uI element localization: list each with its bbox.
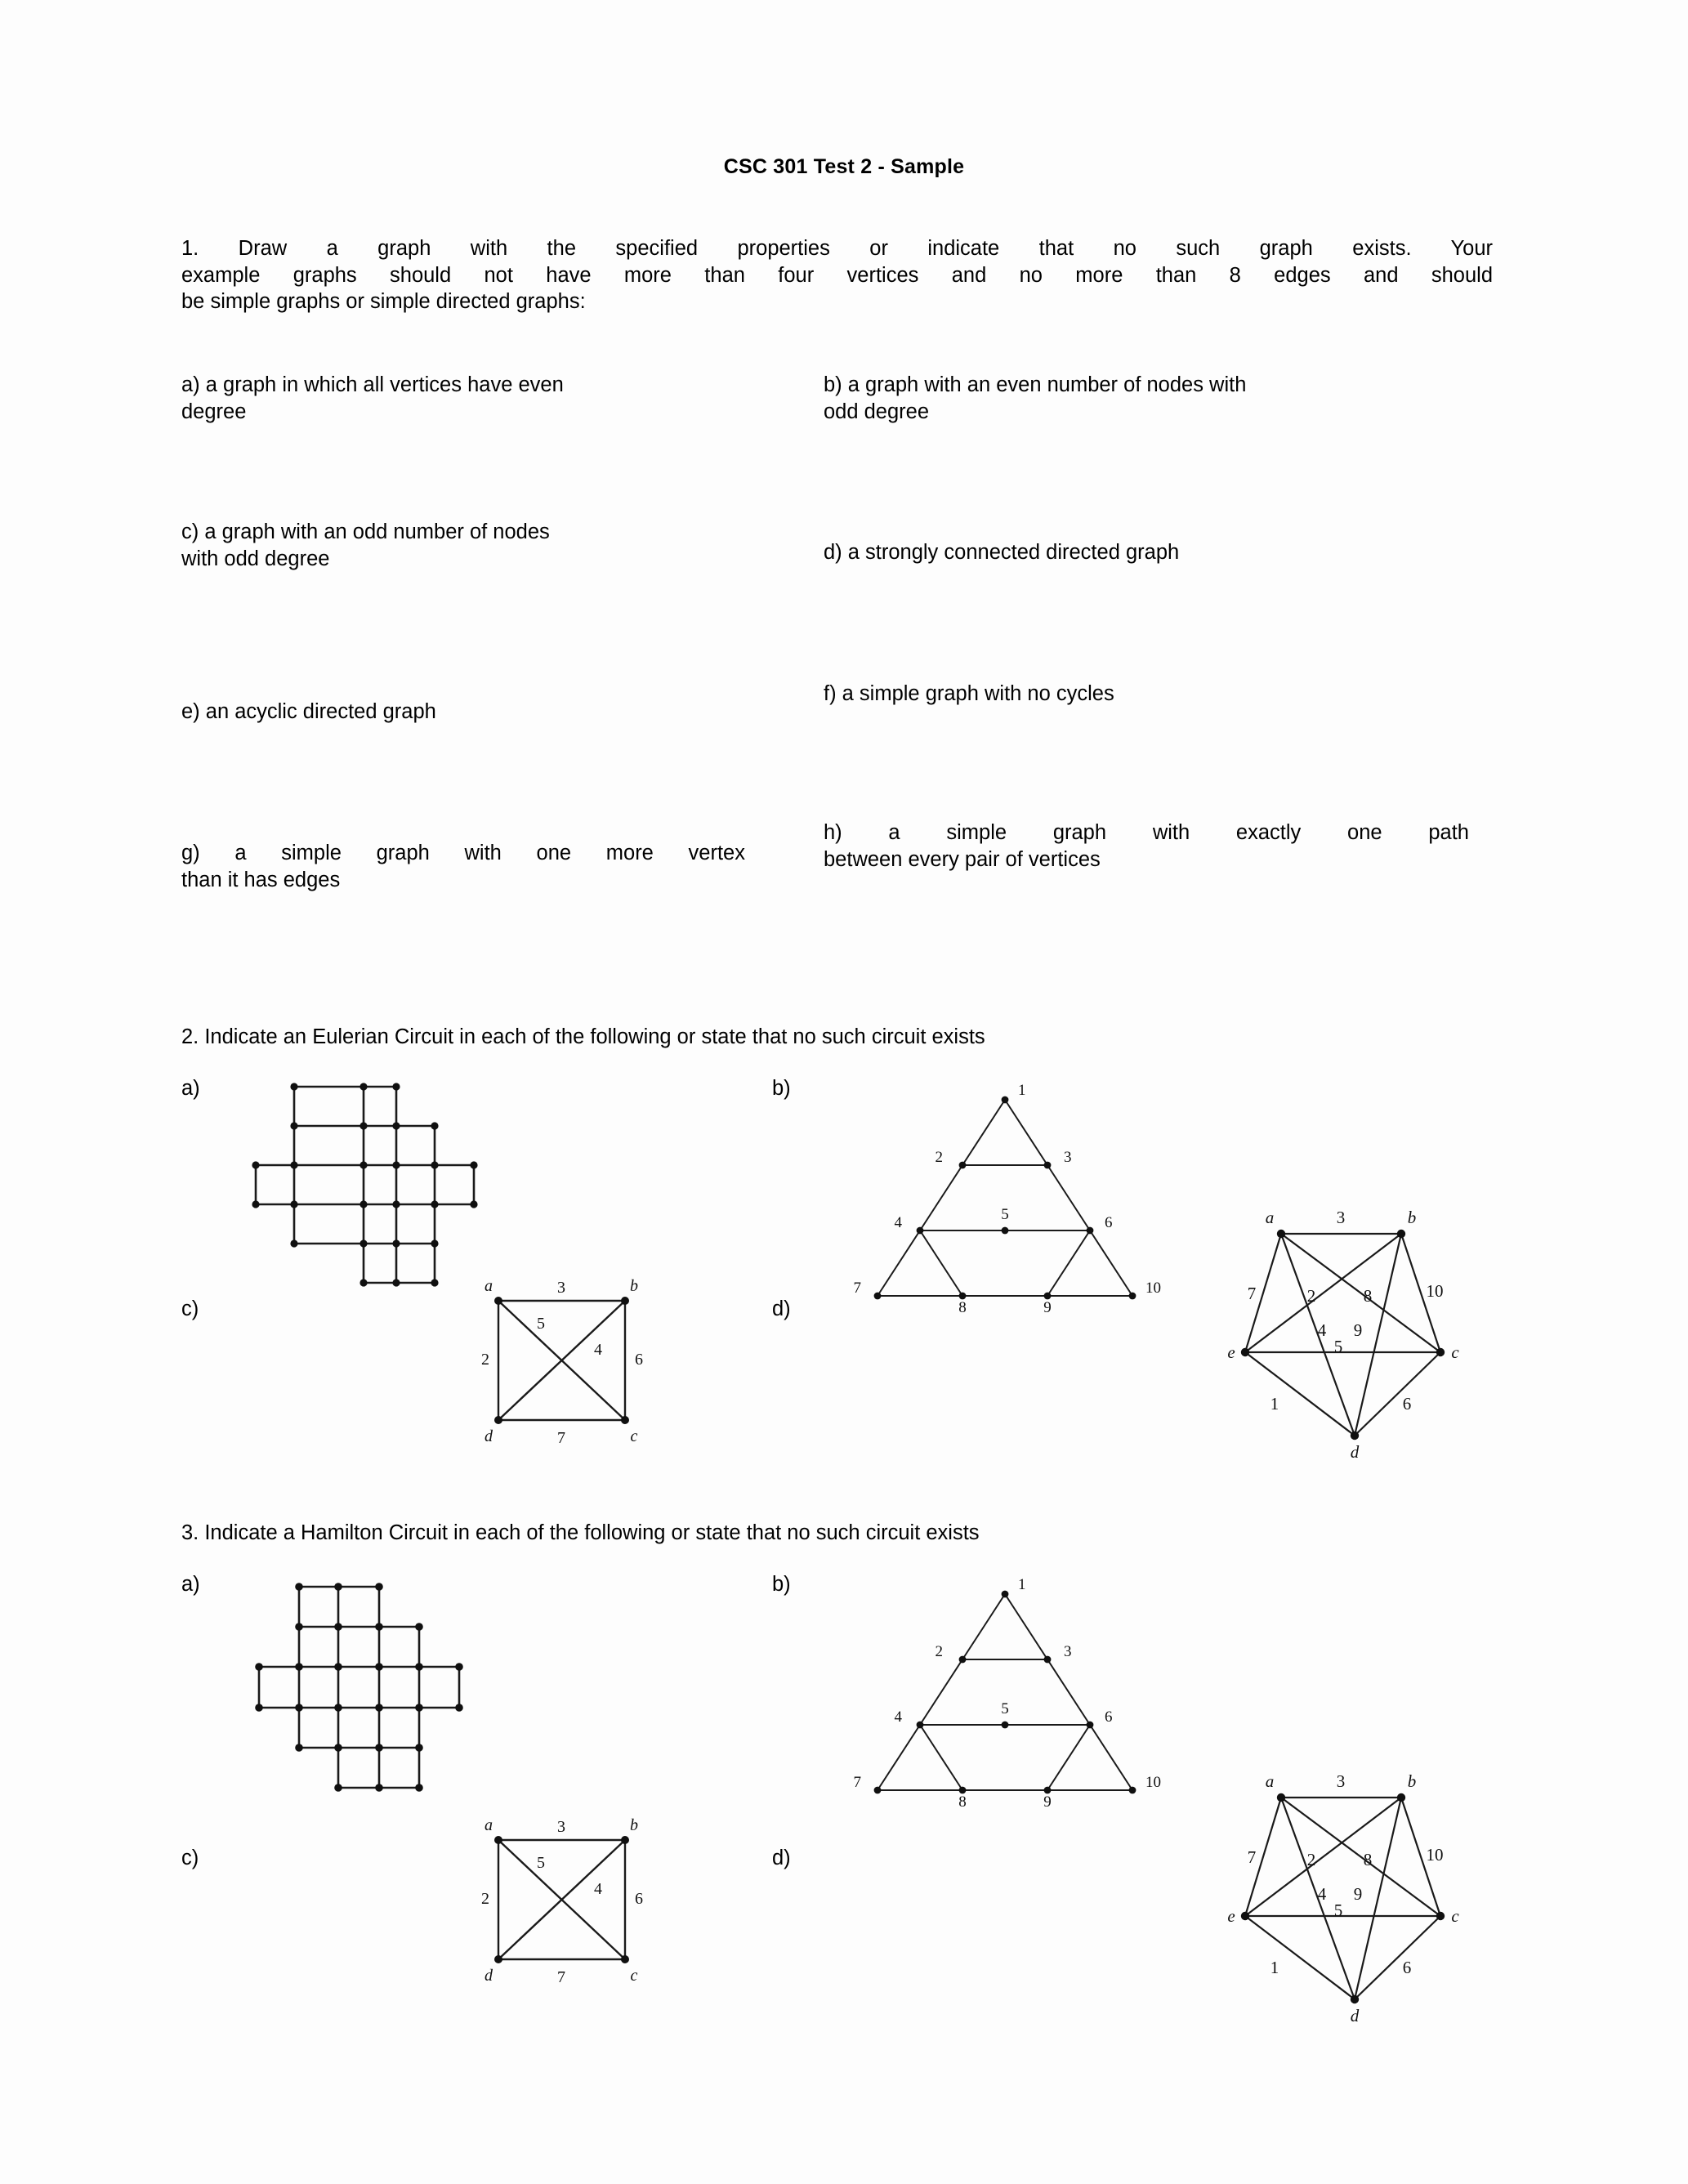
k5-edge-label-de: 1 <box>1270 1394 1279 1414</box>
question2-marker-b: b) <box>772 1077 791 1100</box>
lattice-svg-q3a <box>245 1561 507 1814</box>
k5-edge-label-cd: 6 <box>1402 1394 1412 1414</box>
question3-figure-a-lattice <box>245 1561 507 1814</box>
question1-item-c-line1: c) a graph with an odd number of nodes <box>181 520 550 543</box>
lattice-vertices <box>255 1583 463 1792</box>
k4-edges <box>498 1301 625 1420</box>
question3-figure-d-k5 <box>1226 1769 1462 2030</box>
k4-label-a: a <box>485 1816 493 1834</box>
triangle-label-7: 7 <box>853 1280 861 1297</box>
k5-edge-label-ac: 2 <box>1306 1850 1316 1869</box>
question1-item-a-line1: a) a graph in which all vertices have even <box>181 373 564 396</box>
k5-svg-q2d <box>1226 1205 1462 1467</box>
question1-item-a <box>181 372 704 426</box>
question2-marker-c: c) <box>181 1297 199 1320</box>
question1-item-c-line2: with odd degree <box>181 547 330 571</box>
k5-edge-label-bd: 9 <box>1353 1884 1363 1904</box>
k5-edge-label-ea: 7 <box>1247 1284 1257 1303</box>
k4-edge-label-bd: 4 <box>594 1341 602 1359</box>
k5-edge-label-ab: 3 <box>1336 1208 1346 1227</box>
k5-label-c: c <box>1451 1906 1459 1926</box>
k4-edge-label-ac: 5 <box>537 1315 545 1333</box>
question1-item-e-line1: e) an acyclic directed graph <box>181 700 436 723</box>
k5-edge-label-ad: 4 <box>1317 1320 1327 1340</box>
k5-edge-label-ac: 2 <box>1306 1286 1316 1306</box>
question1-intro-line3: be simple graphs or simple directed graphs: <box>181 290 586 314</box>
triangle-vertex-labels <box>854 1576 1162 1811</box>
k4-edges <box>498 1840 625 1959</box>
k5-edge-label-ab: 3 <box>1336 1771 1346 1791</box>
k5-edge-label-bd: 9 <box>1353 1320 1363 1340</box>
k5-edge-label-bc: 10 <box>1426 1845 1444 1865</box>
question2-figure-c-k4 <box>474 1277 662 1447</box>
k5-edge-label-ad: 4 <box>1317 1884 1327 1904</box>
question2-heading: 2. Indicate an Eulerian Circuit in each of the following or state that no such circuit exists <box>181 1025 985 1048</box>
triangle-label-3: 3 <box>1064 1643 1072 1660</box>
k5-edge-label-ec: 5 <box>1333 1900 1343 1920</box>
k4-edge-label-ab: 3 <box>557 1279 565 1297</box>
question3-figure-b-triangle <box>842 1556 1168 1811</box>
k5-edge-labels <box>1248 1208 1444 1414</box>
triangle-svg-q3b <box>842 1556 1168 1811</box>
k5-label-b: b <box>1407 1771 1417 1791</box>
question1-intro-line1: 1. Draw a graph with the specified properties or indicate that no such graph exists. Your <box>181 237 1493 260</box>
triangle-label-10: 10 <box>1145 1774 1161 1791</box>
k5-label-d: d <box>1350 2006 1360 2025</box>
triangle-label-2: 2 <box>935 1149 943 1166</box>
triangle-label-3: 3 <box>1064 1149 1072 1166</box>
question1-item-d-line1: d) a strongly connected directed graph <box>824 541 1180 564</box>
k4-label-c: c <box>630 1427 638 1445</box>
k4-edge-label-dc: 7 <box>557 1429 565 1447</box>
k4-edge-label-ab: 3 <box>557 1818 565 1836</box>
triangle-edges <box>877 1100 1132 1296</box>
triangle-label-4: 4 <box>894 1214 902 1231</box>
question2-figure-a-lattice <box>245 1062 498 1307</box>
question1-item-b <box>824 372 1469 426</box>
triangle-label-1: 1 <box>1018 1082 1026 1099</box>
question1-item-h <box>824 820 1469 873</box>
k4-edge-label-bd: 4 <box>594 1880 602 1898</box>
k5-vertex-labels <box>1227 1208 1459 1462</box>
question1-item-f <box>824 681 1469 708</box>
k5-label-e: e <box>1227 1906 1235 1926</box>
lattice-edges <box>259 1587 459 1788</box>
question1-item-d <box>824 539 1469 566</box>
triangle-label-4: 4 <box>894 1708 902 1726</box>
question1-item-b-line2: odd degree <box>824 400 930 424</box>
question2-marker-a: a) <box>181 1077 200 1100</box>
question3-marker-d: d) <box>772 1847 791 1869</box>
question1-item-h-line2: between every pair of vertices <box>824 848 1101 872</box>
question1-intro <box>181 235 1493 315</box>
k4-edge-label-bc: 6 <box>635 1351 643 1369</box>
k5-label-a: a <box>1265 1771 1275 1791</box>
triangle-label-1: 1 <box>1018 1576 1026 1593</box>
lattice-svg-q2a <box>245 1062 498 1307</box>
triangle-label-5: 5 <box>1001 1700 1009 1717</box>
question1-item-h-line1: h) a simple graph with exactly one path <box>824 821 1469 844</box>
triangle-edges <box>877 1594 1132 1790</box>
question1-item-e <box>181 699 704 726</box>
question1-item-f-line1: f) a simple graph with no cycles <box>824 682 1114 705</box>
triangle-svg-q2b <box>842 1062 1168 1316</box>
k5-edge-label-ea: 7 <box>1247 1847 1257 1867</box>
k4-edge-labels <box>481 1279 643 1447</box>
k5-label-b: b <box>1407 1208 1417 1227</box>
triangle-label-7: 7 <box>853 1774 861 1791</box>
k5-edge-label-cd: 6 <box>1402 1958 1412 1977</box>
k4-edge-label-dc: 7 <box>557 1968 565 1986</box>
k5-edge-labels <box>1248 1771 1444 1977</box>
question1-item-g-line1: g) a simple graph with one more vertex <box>181 842 745 864</box>
triangle-vertices <box>874 1591 1136 1794</box>
triangle-label-2: 2 <box>935 1643 943 1660</box>
k4-label-b: b <box>630 1277 638 1295</box>
k5-edge-label-bc: 10 <box>1426 1281 1444 1301</box>
k5-edge-label-ec: 5 <box>1333 1337 1343 1356</box>
question1-item-b-line1: b) a graph with an even number of nodes with <box>824 373 1247 396</box>
k4-edge-label-ad: 2 <box>481 1890 489 1908</box>
question1-item-c <box>181 519 704 573</box>
triangle-label-5: 5 <box>1001 1206 1009 1223</box>
lattice-edges <box>256 1087 474 1283</box>
question1-item-a-line2: degree <box>181 400 247 424</box>
question3-marker-c: c) <box>181 1847 199 1869</box>
k5-label-e: e <box>1227 1342 1235 1362</box>
question3-heading: 3. Indicate a Hamilton Circuit in each of the following or state that no such circuit exists <box>181 1521 980 1544</box>
question1-item-g-line2: than it has edges <box>181 869 341 892</box>
triangle-label-9: 9 <box>1043 1299 1052 1316</box>
triangle-label-8: 8 <box>958 1299 967 1316</box>
k4-edge-label-ad: 2 <box>481 1351 489 1369</box>
k4-label-a: a <box>485 1277 493 1295</box>
k5-edge-label-be: 8 <box>1363 1850 1373 1869</box>
triangle-label-9: 9 <box>1043 1793 1052 1811</box>
k5-label-a: a <box>1265 1208 1275 1227</box>
page-title: CSC 301 Test 2 - Sample <box>723 155 965 178</box>
k4-label-d: d <box>485 1967 493 1985</box>
question1-item-g <box>181 840 745 894</box>
question3-marker-a: a) <box>181 1573 200 1596</box>
triangle-label-8: 8 <box>958 1793 967 1811</box>
question3-figure-c-k4 <box>474 1816 662 1986</box>
question2-figure-d-k5 <box>1226 1205 1462 1467</box>
k4-label-c: c <box>630 1967 638 1985</box>
k4-edge-label-ac: 5 <box>537 1854 545 1872</box>
triangle-label-10: 10 <box>1145 1280 1161 1297</box>
k5-label-c: c <box>1451 1342 1459 1362</box>
question1-intro-line2: example graphs should not have more than four vertices and no more than 8 edges and should <box>181 263 1493 287</box>
question2-marker-d: d) <box>772 1297 791 1320</box>
k4-svg-q2c <box>474 1277 662 1447</box>
k4-label-b: b <box>630 1816 638 1834</box>
triangle-vertex-labels <box>854 1082 1162 1316</box>
triangle-label-6: 6 <box>1105 1708 1113 1726</box>
triangle-vertices <box>874 1096 1136 1300</box>
k4-edge-labels <box>481 1818 643 1986</box>
k5-svg-q3d <box>1226 1769 1462 2030</box>
k5-edge-label-de: 1 <box>1270 1958 1279 1977</box>
k4-edge-label-bc: 6 <box>635 1890 643 1908</box>
question3-marker-b: b) <box>772 1573 791 1596</box>
k5-edge-label-be: 8 <box>1363 1286 1373 1306</box>
question2-figure-b-triangle <box>842 1062 1168 1316</box>
k5-label-d: d <box>1350 1442 1360 1462</box>
triangle-label-6: 6 <box>1105 1214 1113 1231</box>
lattice-vertices <box>252 1083 477 1286</box>
k5-vertex-labels <box>1227 1771 1459 2025</box>
k4-label-d: d <box>485 1427 493 1445</box>
k4-svg-q3c <box>474 1816 662 1986</box>
